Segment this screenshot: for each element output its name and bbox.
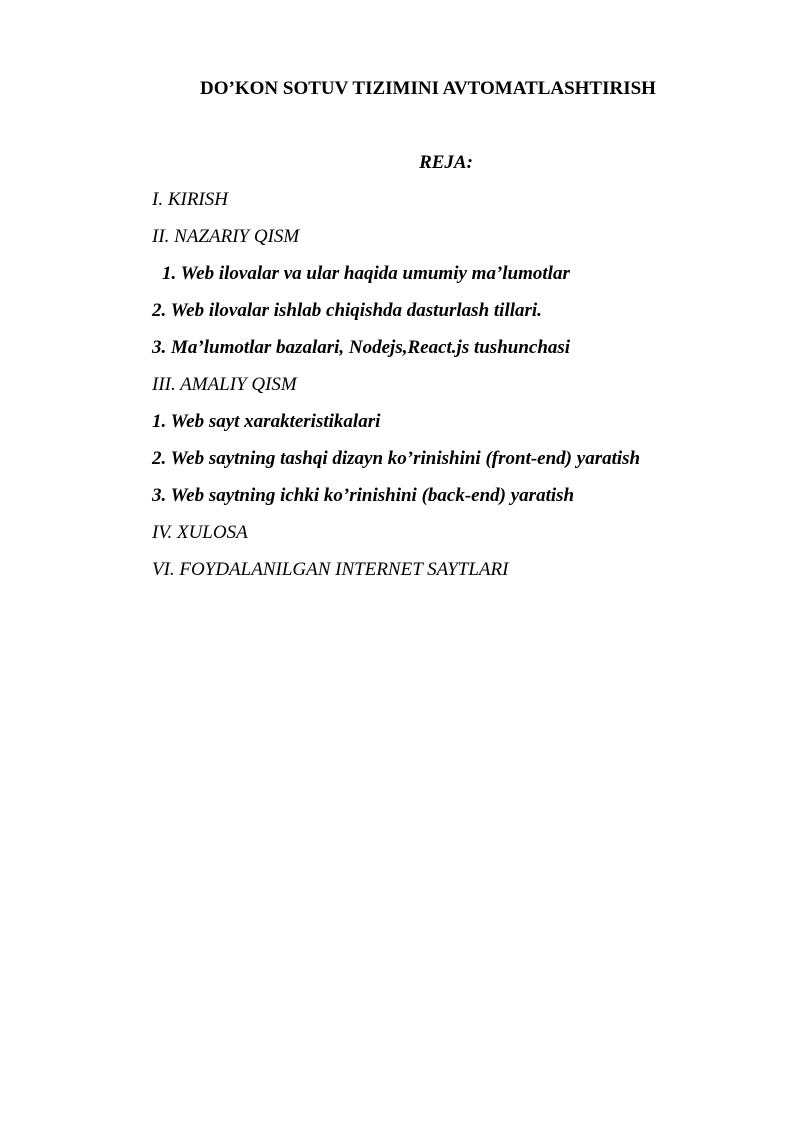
toc-item-web-sayt-xarakteristikalari: 1. Web sayt xarakteristikalari [152, 411, 381, 432]
toc-item-back-end: 3. Web saytning ichki ko’rinishini (back-end) yaratish [152, 485, 575, 506]
plan-heading: REJA: [419, 152, 473, 173]
toc-item-front-end: 2. Web saytning tashqi dizayn ko’rinishini (front-end) yaratish [152, 448, 641, 469]
document-title: DO’KON SOTUV TIZIMINI AVTOMATLASHTIRISH [200, 78, 656, 99]
toc-item-web-ilovalar-umumiy: 1. Web ilovalar va ular haqida umumiy ma’lumotlar [162, 263, 570, 284]
toc-item-kirish: I. KIRISH [152, 189, 228, 210]
table-of-contents [152, 188, 640, 595]
toc-item-internet-saytlari: VI. FOYDALANILGAN INTERNET SAYTLARI [152, 559, 509, 580]
toc-item-nazariy-qism: II. NAZARIY QISM [152, 226, 300, 247]
toc-item-dasturlash-tillari: 2. Web ilovalar ishlab chiqishda dasturlash tillari. [152, 300, 542, 321]
toc-item-malumotlar-bazalari: 3. Ma’lumotlar bazalari, Nodejs,React.js tushunchasi [152, 337, 571, 358]
toc-item-amaliy-qism: III. AMALIY QISM [152, 374, 297, 395]
toc-item-xulosa: IV. XULOSA [152, 522, 248, 543]
